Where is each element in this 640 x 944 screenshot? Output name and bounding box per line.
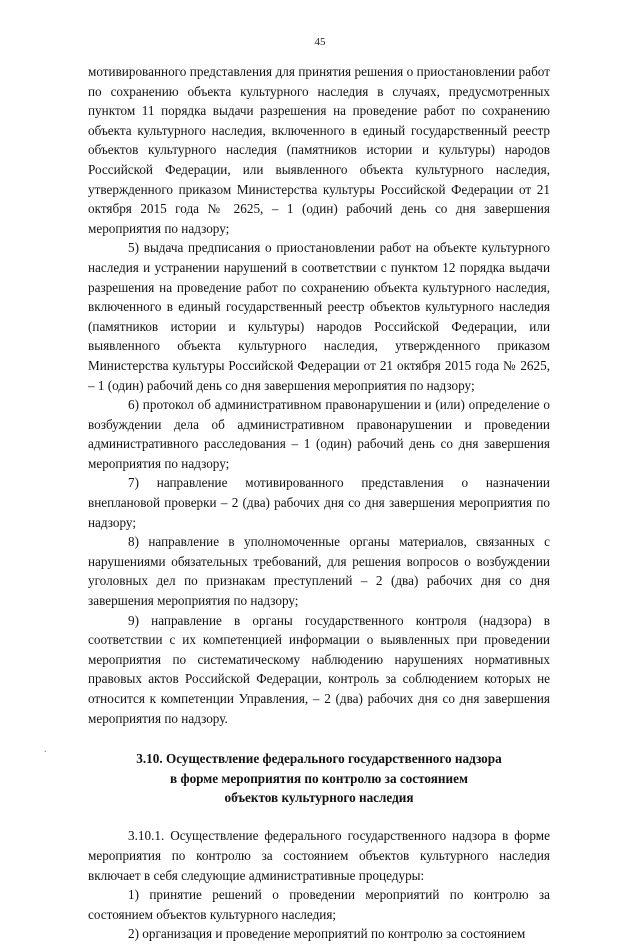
paragraph: 3.10.1. Осуществление федерального государственного надзора в форме мероприятия по контролю за состоянием объектов культурного наследия включает в себя следующие административные процедуры: bbox=[88, 828, 550, 883]
section-heading-line: объектов культурного наследия bbox=[224, 790, 414, 805]
section-heading-line: в форме мероприятия по контролю за состоянием bbox=[170, 770, 468, 786]
paragraph: 6) протокол об административном правонарушении и (или) определение о возбуждении дела об административном правонарушении и проведении административного расследования – 1 (один) рабочий день со дня завершения мероприятия по надзору; bbox=[88, 397, 550, 471]
paragraph: 1) принятие решений о проведении мероприятий по контролю за состоянием объектов культурного наследия; bbox=[88, 887, 550, 922]
margin-mark: . bbox=[44, 744, 47, 755]
document-body bbox=[88, 62, 550, 944]
paragraph: 2) организация и проведение мероприятий по контролю за состоянием bbox=[128, 926, 526, 942]
paragraph: 9) направление в органы государственного контроля (надзора) в соответствии с их компетенцией информации о выявленных при проведении мероприятия по систематическому наблюдению нарушениях нормативных правовых актов Российской Федерации, контроль за соблюдением которых не относится к компетенции Управления, – 2 (два) рабочих дня со дня завершения мероприятия по надзору. bbox=[88, 612, 550, 726]
section-heading-line: 3.10. Осуществление федерального государственного надзора bbox=[136, 751, 502, 767]
paragraph: 5) выдача предписания о приостановлении работ на объекте культурного наследия и устранении нарушений в соответствии с пунктом 12 порядка выдачи разрешения на проведение работ по сохранению объекта культурного наследия, включенного в единый государственный реестр объектов культурного наследия (памятников истории и культуры) народов Российской Федерации, или выявленного объекта культурного наследия, утвержденного приказом Министерства культуры Российской Федерации от 21 октября 2015 года № 2625, – 1 (один) рабочий день со дня завершения мероприятия по надзору; bbox=[88, 240, 550, 393]
paragraph: мотивированного представления для принятия решения о приостановлении работ по сохранению объекта культурного наследия в случаях, предусмотренных пунктом 11 порядка выдачи разрешения на проведение работ по сохранению объекта культурного наследия, включенного в единый государственный реестр объектов культурного наследия (памятников истории и культуры) народов Российской Федерации, или выявленного объекта культурного наследия, утвержденного приказом Министерства культуры Российской Федерации от 21 октября 2015 года № 2625, – 1 (один) рабочий день со дня завершения мероприятия по надзору; bbox=[88, 64, 550, 236]
page-number: 45 bbox=[314, 36, 326, 48]
section-heading bbox=[88, 749, 550, 807]
paragraph: 8) направление в уполномоченные органы материалов, связанных с нарушениями обязательных требований, для решения вопросов о возбуждении уголовных дел по признакам преступлений – 2 (два) рабочих дня со дня завершения мероприятия по надзору; bbox=[88, 534, 550, 609]
paragraph: 7) направление мотивированного представления о назначении внеплановой проверки – 2 (два) рабочих дня со дня завершения мероприятия по надзору; bbox=[88, 475, 550, 530]
